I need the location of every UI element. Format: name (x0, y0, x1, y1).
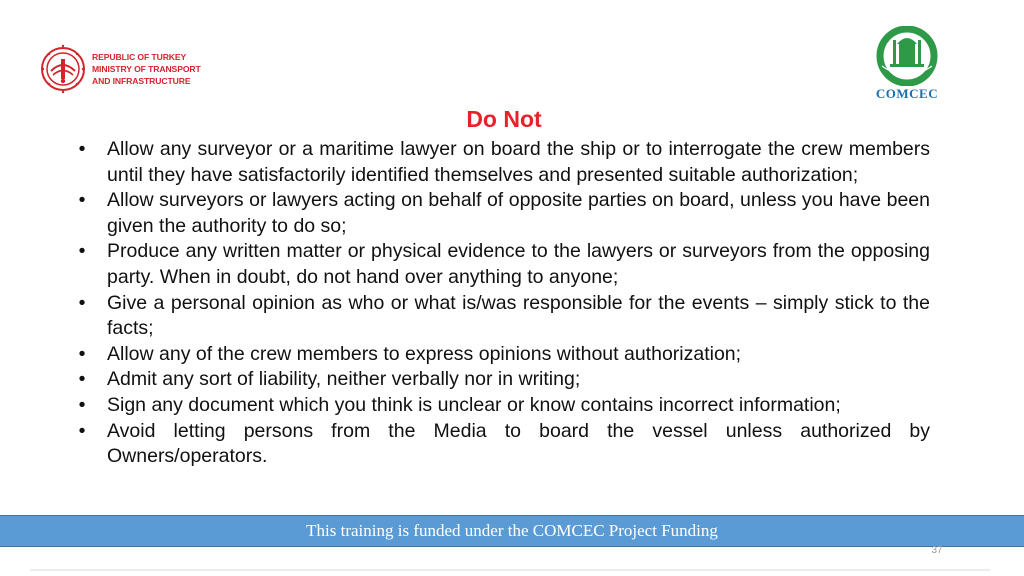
list-item (72, 367, 930, 393)
slide-title: Do Not (466, 106, 542, 132)
list-item-text: Sign any document which you think is unclear or know contains incorrect information; (107, 393, 841, 416)
list-item (72, 291, 930, 342)
list-item (72, 239, 930, 290)
turkish-ministry-emblem-icon (40, 41, 86, 97)
bullet-icon: • (78, 393, 86, 416)
bullet-icon: • (78, 189, 86, 212)
ministry-line-3: AND INFRASTRUCTURE (92, 76, 191, 86)
list-item (72, 419, 930, 470)
list-item (72, 393, 930, 419)
list-item-text: Avoid letting persons from the Media to board the vessel unless authorized by Owners/operators. (107, 419, 930, 468)
ministry-logo (40, 40, 201, 98)
list-item-text: Allow any surveyor or a maritime lawyer on board the ship or to interrogate the crew members until they have satisfactorily identified themselves and presented suitable authorization; (107, 138, 930, 186)
comcec-label: COMCEC (875, 86, 939, 101)
footer-bar (0, 515, 1024, 547)
list-item-text: Give a personal opinion as who or what is/was responsible for the events – simply stick to the facts; (107, 291, 930, 340)
comcec-emblem-icon (868, 26, 946, 86)
bullet-list (72, 137, 930, 470)
list-item-text: Admit any sort of liability, neither verbally nor in writing; (107, 368, 581, 391)
list-item-text: Allow surveyors or lawyers acting on behalf of opposite parties on board, unless you have been given the authority to do so; (107, 189, 930, 237)
list-item (72, 137, 930, 188)
ministry-line-2: MINISTRY OF TRANSPORT (92, 64, 201, 74)
bullet-icon: • (78, 138, 86, 160)
bullet-icon: • (78, 419, 86, 442)
list-item-text: Produce any written matter or physical evidence to the lawyers or surveyors from the opposing party. When in doubt, do not hand over anything to anyone; (107, 240, 930, 288)
comcec-logo (868, 26, 946, 106)
ministry-name (92, 51, 201, 87)
footer-text: This training is funded under the COMCEC Project Funding (306, 521, 718, 540)
bullet-icon: • (78, 240, 86, 263)
page-number: 37 (931, 545, 943, 556)
list-item-text: Allow any of the crew members to express opinions without authorization; (107, 342, 742, 365)
divider (30, 569, 990, 571)
ministry-line-1: REPUBLIC OF TURKEY (92, 52, 187, 62)
list-item (72, 342, 930, 368)
bullet-icon: • (78, 368, 86, 391)
bullet-icon: • (78, 291, 86, 314)
bullet-icon: • (78, 342, 86, 365)
list-item (72, 188, 930, 239)
